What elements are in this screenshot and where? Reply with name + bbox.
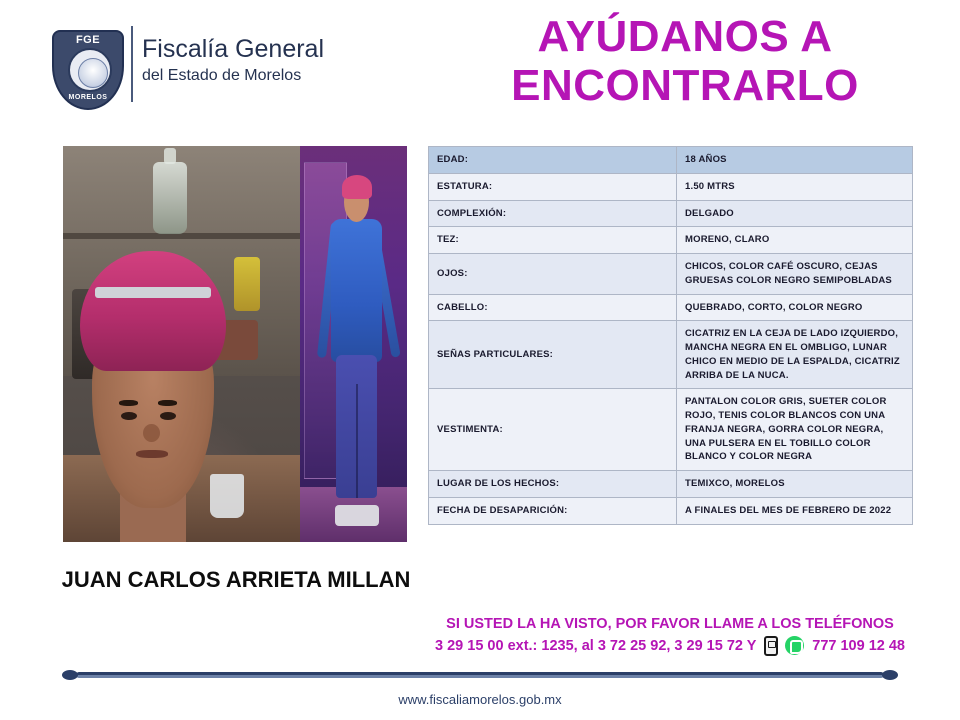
photo-subject-cap-band [95,287,211,298]
header-divider [131,26,133,102]
photo-subject-eye-right [160,412,176,420]
row-value: A FINALES DEL MES DE FEBRERO DE 2022 [677,498,913,525]
photo-subject-eye-left [121,412,137,420]
row-value: DELGADO [677,200,913,227]
photo-subject-closeup [77,257,229,542]
photo-fullbody [300,146,407,542]
row-label: SEÑAS PARTICULARES: [429,321,677,389]
row-value: QUEBRADO, CORTO, COLOR NEGRO [677,294,913,321]
shield-icon [52,30,124,110]
row-value: TEMIXCO, MORELOS [677,471,913,498]
website-url: www.fiscaliamorelos.gob.mx [398,692,562,707]
row-label: CABELLO: [429,294,677,321]
photo-portrait-closeup [63,146,300,542]
org-name-line1: Fiscalía General [142,35,325,63]
table-row [429,294,913,321]
photo-subject-mouth [136,450,168,458]
row-value: MORENO, CLARO [677,227,913,254]
organization-name [142,36,324,85]
photo-subject-eyebrow-right [158,400,177,406]
callout-line-2: 3 29 15 00 ext.: 1235, al 3 72 25 92, 3 29 15 72 Y [435,638,757,655]
footer-divider [76,672,884,678]
logo-badge-bottom-text: MORELOS [68,94,108,101]
table-row [429,147,913,174]
whatsapp-number: 777 109 12 48 [812,638,905,655]
row-label: ESTATURA: [429,173,677,200]
row-label: LUGAR DE LOS HECHOS: [429,471,677,498]
page-title: AYÚDANOS A ENCONTRARLO [511,12,859,111]
row-label: EDAD: [429,147,677,174]
photo-background-object-yellow [234,257,260,311]
photo-background-bottle [153,162,187,234]
row-value: CICATRIZ EN LA CEJA DE LADO IZQUIERDO, MANCHA NEGRA EN EL OMBLIGO, LUNAR CHICO EN MEDIO DE LA ESPALDA, CICATRIZ ARRIBA DE LA NUCA. [677,321,913,389]
whatsapp-icon [785,636,804,655]
photo-subject-shoes [335,505,379,525]
photo-gallery [63,146,407,542]
table-row [429,254,913,295]
callout-line-1: SI USTED LA HA VISTO, POR FAVOR LLAME A LOS TELÉFONOS [446,616,894,632]
contact-icons [764,634,804,656]
table-row [429,227,913,254]
victim-details-table [428,146,913,525]
row-label: OJOS: [429,254,677,295]
photo-background-shelf [63,233,300,239]
victim-name: JUAN CARLOS ARRIETA MILLAN [61,567,411,592]
row-value: PANTALON COLOR GRIS, SUETER COLOR ROJO, TENIS COLOR BLANCOS CON UNA FRANJA NEGRA, GORRA COLOR NEGRA, UNA PULSERA EN EL TOBILLO COLOR BLANCO Y COLOR NEGRA [677,389,913,471]
mobile-phone-icon [764,636,778,656]
photo-subject-shirt [331,219,382,362]
row-value: 18 AÑOS [677,147,913,174]
callout-line-2-wrapper [392,635,948,658]
fge-logo [52,20,127,112]
row-label: COMPLEXIÓN: [429,200,677,227]
row-value: CHICOS, COLOR CAFÉ OSCURO, CEJAS GRUESAS COLOR NEGRO SEMIPOBLADAS [677,254,913,295]
photo-subject-cap [342,175,372,199]
photo-subject-eyebrow-left [119,400,138,406]
org-name-line2: del Estado de Morelos [142,66,302,84]
table-row [429,200,913,227]
row-label: TEZ: [429,227,677,254]
table-row [429,389,913,471]
table-row [429,471,913,498]
row-label: FECHA DE DESAPARICIÓN: [429,498,677,525]
photo-subject-pink-cap [80,251,226,371]
page-header [0,0,960,135]
logo-badge-top-text: FGE [75,34,101,46]
photo-subject-nose [143,424,160,442]
photo-subject-pants [336,355,378,498]
row-value: 1.50 MTRS [677,173,913,200]
table-row [429,321,913,389]
table-row [429,173,913,200]
logo-emblem-icon [68,48,112,92]
table-row [429,498,913,525]
photo-subject-fullbody [328,182,386,523]
contact-callout [392,613,948,658]
row-label: VESTIMENTA: [429,389,677,471]
